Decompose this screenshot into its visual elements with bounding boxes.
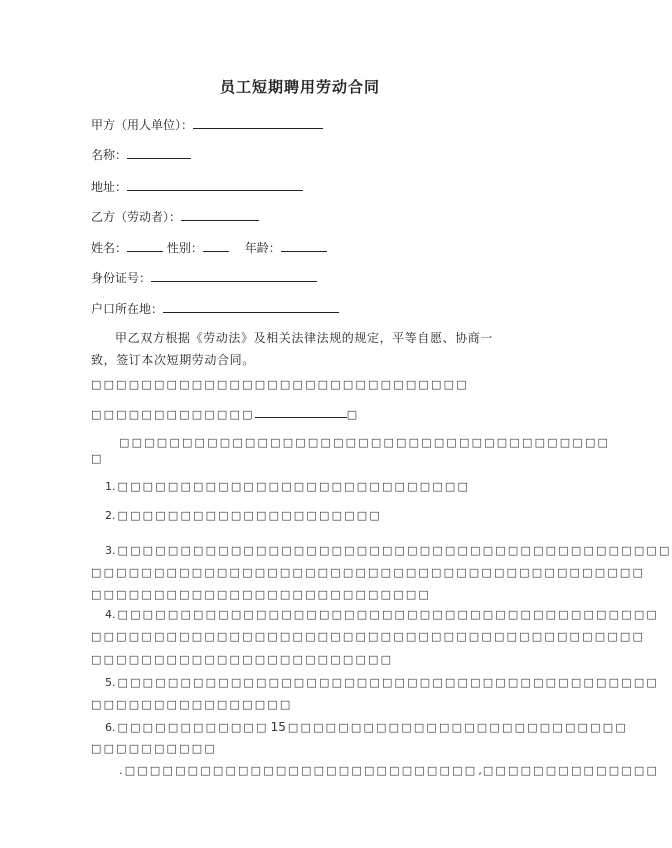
item-5-text-1: □□□□□□□□□□□□□□□□□□□□□□□□□□□□□□□□□□□□□□□□□□□ [117,676,660,689]
name-blank [127,147,191,159]
item-3-text-1: □□□□□□□□□□□□□□□□□□□□□□□□□□□□□□□□□□□□□□□□□□□□ [117,544,672,557]
item-1-text: □□□□□□□□□□□□□□□□□□□□□□□□□□□□ [117,480,471,493]
party-a-label: 甲方（用人单位）： [91,118,194,132]
residence-label: 户口所在地： [91,302,164,316]
item-4-line-1 [105,607,659,623]
party-b-blank [181,209,259,221]
address-blank [127,179,303,191]
party-a-blank [193,117,323,129]
address-label: 地址： [91,180,128,194]
item-6-line-1 [105,719,628,736]
item-4-line-2: □□□□□□□□□□□□□□□□□□□□□□□□□□□□□□□□□□□□□□□□□□□□ [91,630,646,643]
item-3-line-1 [105,543,672,559]
item-2-number: 2. [105,509,116,522]
item-4-text-1: □□□□□□□□□□□□□□□□□□□□□□□□□□□□□□□□□□□□□□□□□□□ [117,608,660,621]
item-5-line-1 [105,675,659,691]
residence-blank [163,301,339,313]
item-3-number: 3. [105,544,116,557]
last-line-comma: , [478,764,482,777]
garbled-paragraph-line-1: □□□□□□□□□□□□□□□□□□□□□□□□□□□□□□□□□□□□□□□ [119,436,611,449]
personal-info-line [91,240,327,256]
garbled-line-2 [91,406,359,423]
last-line [119,763,659,779]
garbled-line-2-text: □□□□□□□□□□□□□ [91,408,255,421]
residence-line [91,301,339,317]
id-blank [151,270,317,282]
item-4-number: 4. [105,608,116,621]
item-6-line-2: □□□□□□□□□□ [91,742,217,755]
item-3-line-3: □□□□□□□□□□□□□□□□□□□□□□□□□□□ [91,588,432,601]
garbled-line-2-end: □ [346,408,360,421]
party-a-line [91,117,323,133]
item-6-text-1a: □□□□□□□□□□□□ [117,721,269,734]
surname-label: 姓名： [91,241,128,255]
age-label: 年龄： [244,241,281,255]
document-title: 员工短期聘用劳动合同 [219,78,380,96]
item-3-line-2: □□□□□□□□□□□□□□□□□□□□□□□□□□□□□□□□□□□□□□□□□□□□ [91,566,646,579]
item-2 [105,508,382,524]
garbled-paragraph-line-2: □ [91,452,104,465]
age-blank [281,240,327,252]
name-line [91,147,191,163]
party-b-label: 乙方（劳动者）： [91,210,182,224]
item-6-number: 6. [105,721,116,734]
party-b-line [91,209,259,225]
id-label: 身份证号： [91,271,152,285]
last-line-text-b: □□□□□□□□□□□□□□ [482,764,660,777]
id-line [91,270,317,286]
intro-paragraph: 甲乙双方根据《劳动法》及相关法律法规的规定，平等自愿、协商一致，签订本次短期劳动合同。 [91,331,494,367]
gender-blank [203,240,229,252]
item-1-number: 1. [105,480,116,493]
item-2-text: □□□□□□□□□□□□□□□□□□□□□ [117,509,382,522]
item-5-number: 5. [105,676,116,689]
gender-label: 性别： [166,241,203,255]
item-6-text-1b: □□□□□□□□□□□□□□□□□□□□□□□□□□□ [287,721,628,734]
garbled-line-2-blank [255,406,347,418]
item-4-line-3: □□□□□□□□□□□□□□□□□□□□□□□□ [91,653,394,666]
surname-blank [127,240,163,252]
item-5-line-2: □□□□□□□□□□□□□□□□ [91,698,293,711]
garbled-line-1: □□□□□□□□□□□□□□□□□□□□□□□□□□□□□□ [91,378,469,391]
address-line [91,179,303,195]
last-line-text-a: .□□□□□□□□□□□□□□□□□□□□□□□□□□□□ [119,764,478,777]
item-1 [105,479,470,495]
item-6-days: 15 [270,720,286,734]
name-label: 名称： [91,148,128,162]
